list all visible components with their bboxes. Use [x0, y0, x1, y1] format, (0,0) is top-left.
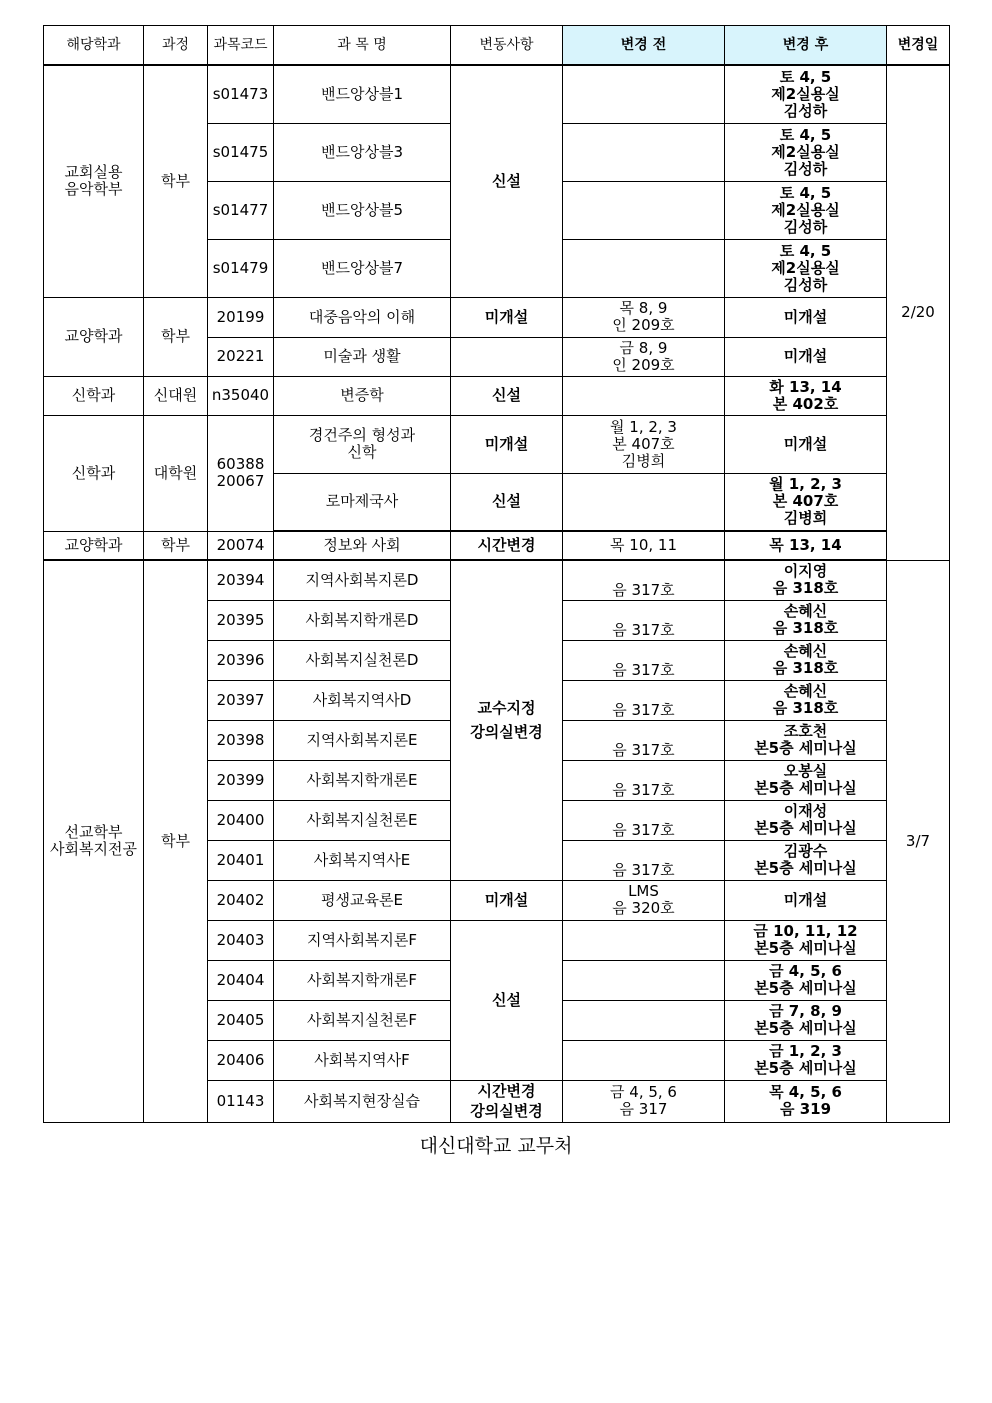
course-name-cell: 사회복지실천론F: [274, 1000, 451, 1040]
dept-cell: 교회실용 음악학부: [44, 65, 144, 297]
code-cell: 20404: [208, 960, 274, 1000]
code-cell: 20406: [208, 1040, 274, 1080]
after-cell: 김광수 본5층 세미나실: [725, 840, 887, 880]
course-name-cell: 사회복지역사E: [274, 840, 451, 880]
code-cell: 20396: [208, 640, 274, 680]
change-type-cell: 신설: [451, 473, 563, 531]
program-cell: 신대원: [144, 376, 208, 415]
code-cell: s01475: [208, 123, 274, 181]
table-row: [44, 531, 950, 560]
course-name-cell: 지역사회복지론F: [274, 920, 451, 960]
before-cell: [563, 376, 725, 415]
after-cell: 미개설: [725, 415, 887, 473]
table-row: [44, 415, 950, 473]
code-cell: 60388 20067: [208, 415, 274, 531]
code-cell: 20395: [208, 600, 274, 640]
before-cell: 음 317호: [563, 720, 725, 760]
code-cell: 20405: [208, 1000, 274, 1040]
code-cell: s01477: [208, 181, 274, 239]
after-cell: 오봉실 본5층 세미나실: [725, 760, 887, 800]
after-cell: 토 4, 5 제2실용실 김성하: [725, 181, 887, 239]
before-cell: LMS 음 320호: [563, 880, 725, 920]
header-before: 변경 전: [563, 26, 725, 66]
program-cell: 대학원: [144, 415, 208, 531]
program-cell: 학부: [144, 65, 208, 297]
dept-cell: 신학과: [44, 376, 144, 415]
after-cell: 토 4, 5 제2실용실 김성하: [725, 239, 887, 297]
course-name-cell: 평생교육론E: [274, 880, 451, 920]
change-type-cell: 미개설: [451, 415, 563, 473]
change-type-cell: [451, 337, 563, 376]
after-cell: 화 13, 14 본 402호: [725, 376, 887, 415]
code-cell: 20401: [208, 840, 274, 880]
change-type-cell: 미개설: [451, 297, 563, 337]
before-cell: 음 317호: [563, 760, 725, 800]
after-cell: 월 1, 2, 3 본 407호 김병희: [725, 473, 887, 531]
course-name-cell: 밴드앙상블7: [274, 239, 451, 297]
dept-cell: 선교학부 사회복지전공: [44, 560, 144, 1122]
course-name-cell: 정보와 사회: [274, 531, 451, 560]
course-name-cell: 경건주의 형성과 신학: [274, 415, 451, 473]
before-cell: 목 10, 11: [563, 531, 725, 560]
code-cell: 01143: [208, 1080, 274, 1122]
code-cell: 20399: [208, 760, 274, 800]
code-cell: 20403: [208, 920, 274, 960]
course-name-cell: 사회복지역사D: [274, 680, 451, 720]
course-name-cell: 지역사회복지론E: [274, 720, 451, 760]
course-name-cell: 사회복지역사F: [274, 1040, 451, 1080]
before-cell: 음 317호: [563, 640, 725, 680]
course-name-cell: 지역사회복지론D: [274, 560, 451, 600]
course-name-cell: 미술과 생활: [274, 337, 451, 376]
table-row: [44, 297, 950, 337]
table-header-row: [44, 26, 950, 66]
table-row: [44, 65, 950, 123]
after-cell: 이재성 본5층 세미나실: [725, 800, 887, 840]
course-name-cell: 변증학: [274, 376, 451, 415]
course-name-cell: 사회복지학개론D: [274, 600, 451, 640]
table-row: [44, 560, 950, 600]
after-cell: 손혜신 음 318호: [725, 640, 887, 680]
course-name-cell: 사회복지실천론D: [274, 640, 451, 680]
before-cell: [563, 1040, 725, 1080]
after-cell: 토 4, 5 제2실용실 김성하: [725, 65, 887, 123]
after-cell: 손혜신 음 318호: [725, 600, 887, 640]
program-cell: 학부: [144, 560, 208, 1122]
code-cell: 20394: [208, 560, 274, 600]
after-cell: 금 10, 11, 12 본5층 세미나실: [725, 920, 887, 960]
course-name-cell: 밴드앙상블1: [274, 65, 451, 123]
change-type-cell: 교수지정 강의실변경: [451, 560, 563, 880]
before-cell: [563, 123, 725, 181]
change-date-cell: 3/7: [887, 560, 950, 1122]
header-program: 과정: [144, 26, 208, 66]
header-change-type: 변동사항: [451, 26, 563, 66]
before-cell: [563, 960, 725, 1000]
code-cell: 20199: [208, 297, 274, 337]
change-type-cell: 시간변경 강의실변경: [451, 1080, 563, 1122]
after-cell: 금 7, 8, 9 본5층 세미나실: [725, 1000, 887, 1040]
before-cell: [563, 1000, 725, 1040]
after-cell: 손혜신 음 318호: [725, 680, 887, 720]
after-cell: 이지영 음 318호: [725, 560, 887, 600]
header-after: 변경 후: [725, 26, 887, 66]
before-cell: 음 317호: [563, 840, 725, 880]
change-type-cell: 신설: [451, 920, 563, 1080]
before-cell: [563, 473, 725, 531]
code-cell: 20074: [208, 531, 274, 560]
after-cell: 조호천 본5층 세미나실: [725, 720, 887, 760]
course-name-cell: 밴드앙상블5: [274, 181, 451, 239]
before-cell: 금 4, 5, 6 음 317: [563, 1080, 725, 1122]
header-code: 과목코드: [208, 26, 274, 66]
before-cell: [563, 65, 725, 123]
code-cell: 20402: [208, 880, 274, 920]
after-cell: 목 4, 5, 6 음 319: [725, 1080, 887, 1122]
before-cell: [563, 239, 725, 297]
dept-cell: 신학과: [44, 415, 144, 531]
program-cell: 학부: [144, 297, 208, 376]
after-cell: 금 4, 5, 6 본5층 세미나실: [725, 960, 887, 1000]
table-row: [44, 376, 950, 415]
course-name-cell: 사회복지현장실습: [274, 1080, 451, 1122]
change-type-cell: 미개설: [451, 880, 563, 920]
header-course-name: 과 목 명: [274, 26, 451, 66]
before-cell: 음 317호: [563, 680, 725, 720]
after-cell: 목 13, 14: [725, 531, 887, 560]
code-cell: s01479: [208, 239, 274, 297]
before-cell: 음 317호: [563, 600, 725, 640]
header-dept: 해당학과: [44, 26, 144, 66]
before-cell: 음 317호: [563, 800, 725, 840]
dept-cell: 교양학과: [44, 531, 144, 560]
course-name-cell: 밴드앙상블3: [274, 123, 451, 181]
course-name-cell: 사회복지실천론E: [274, 800, 451, 840]
code-cell: 20221: [208, 337, 274, 376]
course-name-cell: 로마제국사: [274, 473, 451, 531]
change-type-cell: 신설: [451, 376, 563, 415]
course-name-cell: 사회복지학개론F: [274, 960, 451, 1000]
schedule-change-table: [43, 25, 950, 1123]
after-cell: 토 4, 5 제2실용실 김성하: [725, 123, 887, 181]
after-cell: 미개설: [725, 880, 887, 920]
before-cell: 목 8, 9 인 209호: [563, 297, 725, 337]
before-cell: 음 317호: [563, 560, 725, 600]
code-cell: 20397: [208, 680, 274, 720]
issuer-footer: 대신대학교 교무처: [419, 1135, 573, 1157]
before-cell: [563, 920, 725, 960]
after-cell: 미개설: [725, 297, 887, 337]
change-type-cell: 시간변경: [451, 531, 563, 560]
code-cell: n35040: [208, 376, 274, 415]
before-cell: 금 8, 9 인 209호: [563, 337, 725, 376]
code-cell: 20398: [208, 720, 274, 760]
code-cell: s01473: [208, 65, 274, 123]
course-name-cell: 대중음악의 이해: [274, 297, 451, 337]
change-date-cell: 2/20: [887, 65, 950, 560]
after-cell: 미개설: [725, 337, 887, 376]
course-name-cell: 사회복지학개론E: [274, 760, 451, 800]
after-cell: 금 1, 2, 3 본5층 세미나실: [725, 1040, 887, 1080]
program-cell: 학부: [144, 531, 208, 560]
header-change-date: 변경일: [887, 26, 950, 66]
change-type-cell: 신설: [451, 65, 563, 297]
dept-cell: 교양학과: [44, 297, 144, 376]
before-cell: [563, 181, 725, 239]
code-cell: 20400: [208, 800, 274, 840]
before-cell: 월 1, 2, 3 본 407호 김병희: [563, 415, 725, 473]
